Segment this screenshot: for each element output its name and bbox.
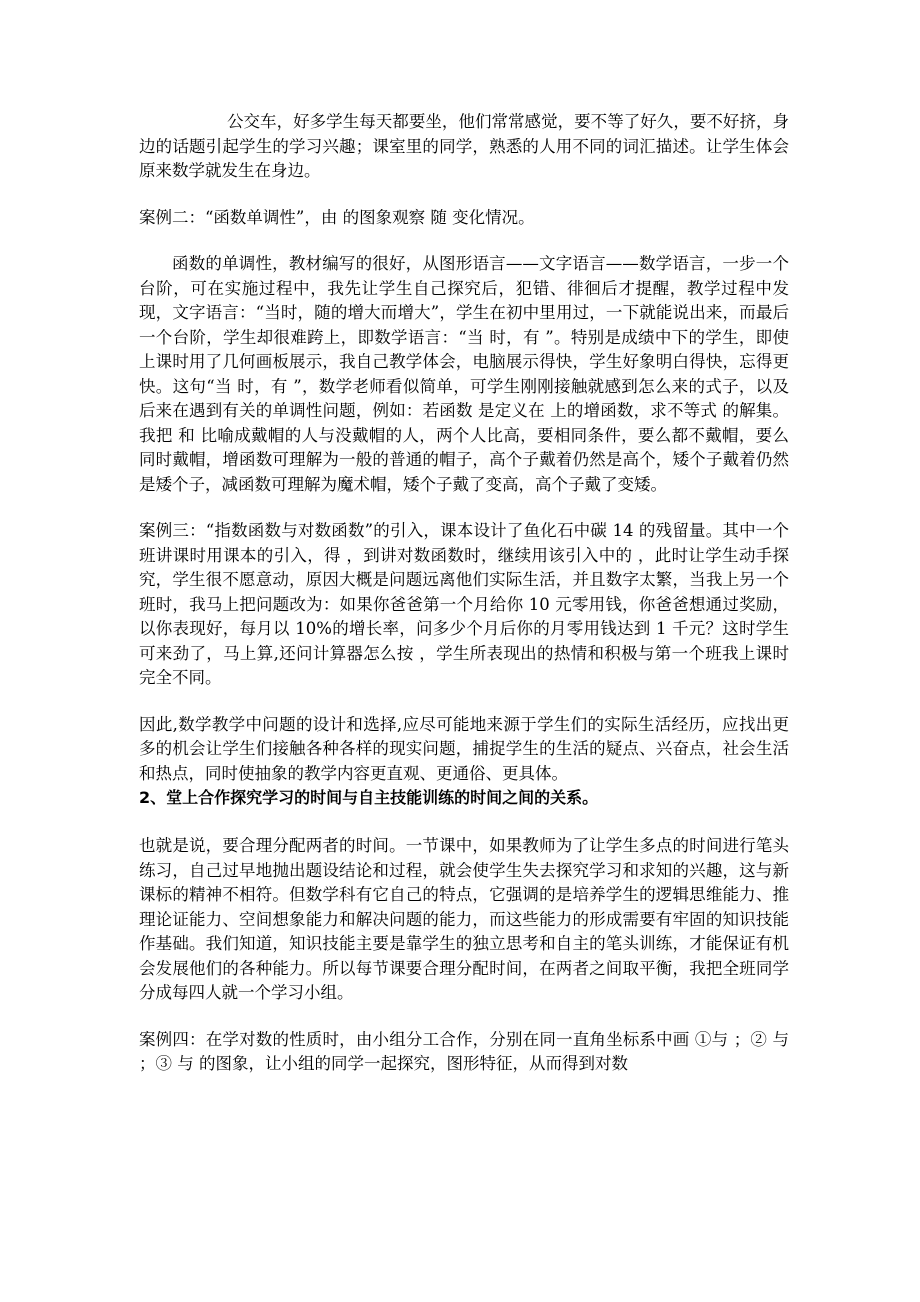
case-two-title: 案例二：“函数单调性”，由 的图象观察 随 变化情况。 <box>139 207 535 227</box>
case-four-body: 案例四：在学对数的性质时，由小组分工合作，分别在同一直角坐标系中画 ①与 ；② 与 ；③ 与 的图象，让小组的同学一起探究，图形特征，从而得到对数 <box>139 1029 789 1073</box>
case-three-body: 案例三：“指数函数与对数函数”的引入，课本设计了鱼化石中碳 14 的残留量。其中一个班讲课时用课本的引入，得 ，到讲对数函数时，继续用该引入中的 ，此时让学生动手探究，学生很不愿意动，原因大概是问题远离他们实际生活，并且数字太繁，当我上另一个班时，我马上把问题改为：如果你爸爸第一个月给你 10 元零用钱，你爸爸想通过奖励，以你表现好，每月以 10%的增长率，问多少个月后你的月零用钱达到 1 千元？这时学生可来劲了，马上算,还问计算器怎么按 ，学生所表现出的热情和积极与第一个班我上课时完全不同。 <box>139 521 789 687</box>
case-two-body: 函数的单调性，教材编写的很好，从图形语言——文字语言——数学语言，一步一个台阶，可在实施过程中，我先让学生自己探究后，犯错、徘徊后才提醒，教学过程中发现，文字语言：“当时，随的增大而增大”，学生在初中里用过，一下就能说出来，而最后一个台阶，学生却很难跨上，即数学语言：“当 时，有 ”。特别是成绩中下的学生，即使上课时用了几何画板展示，我自己教学体会，电脑展示得快，学生好象明白得快，忘得更快。这句“当 时，有 ”，数学老师看似简单，可学生刚刚接触就感到怎么来的式子，以及后来在遇到有关的单调性问题，例如：若函数 是定义在 上的增函数，求不等式 的解集。我把 和 比喻成戴帽的人与没戴帽的人，两个人比高，要相同条件，要么都不戴帽，要么同时戴帽，增函数可理解为一般的普通的帽子，高个子戴着仍然是高个，矮个子戴着仍然是矮个子，减函数可理解为魔术帽，矮个子戴了变高，高个子戴了变矮。 <box>139 254 789 494</box>
conclusion-paragraph: 因此,数学教学中问题的设计和选择,应尽可能地来源于学生们的实际生活经历，应找出更多的机会让学生们接触各种各样的现实问题，捕捉学生的生活的疑点、兴奋点，社会生活和热点，同时使抽象的教学内容更直观、更通俗、更具体。 <box>139 714 789 783</box>
section-two-body: 也就是说，要合理分配两者的时间。一节课中，如果教师为了让学生多点的时间进行笔头练习，自己过早地抛出题设结论和过程，就会使学生失去探究学习和求知的兴趣，这与新课标的精神不相符。但数学科有它自己的特点，它强调的是培养学生的逻辑思维能力、推理论证能力、空间想象能力和解决问题的能力，而这些能力的形成需要有牢固的知识技能作基础。我们知道，知识技能主要是靠学生的独立思考和自主的笔头训练，才能保证有机会发展他们的各种能力。所以每节课要合理分配时间，在两者之间取平衡，我把全班同学分成每四人就一个学习小组。 <box>139 836 789 1002</box>
section-two-heading: 2、堂上合作探究学习的时间与自主技能训练的时间之间的关系。 <box>139 788 599 807</box>
document-body <box>139 110 789 1077</box>
intro-paragraph: 公交车，好多学生每天都要坐，他们常常感觉，要不等了好久，要不好挤，身边的话题引起学生的学习兴趣；课室里的同学，熟悉的人用不同的词汇描述。让学生体会原来数学就发生在身边。 <box>139 112 789 180</box>
